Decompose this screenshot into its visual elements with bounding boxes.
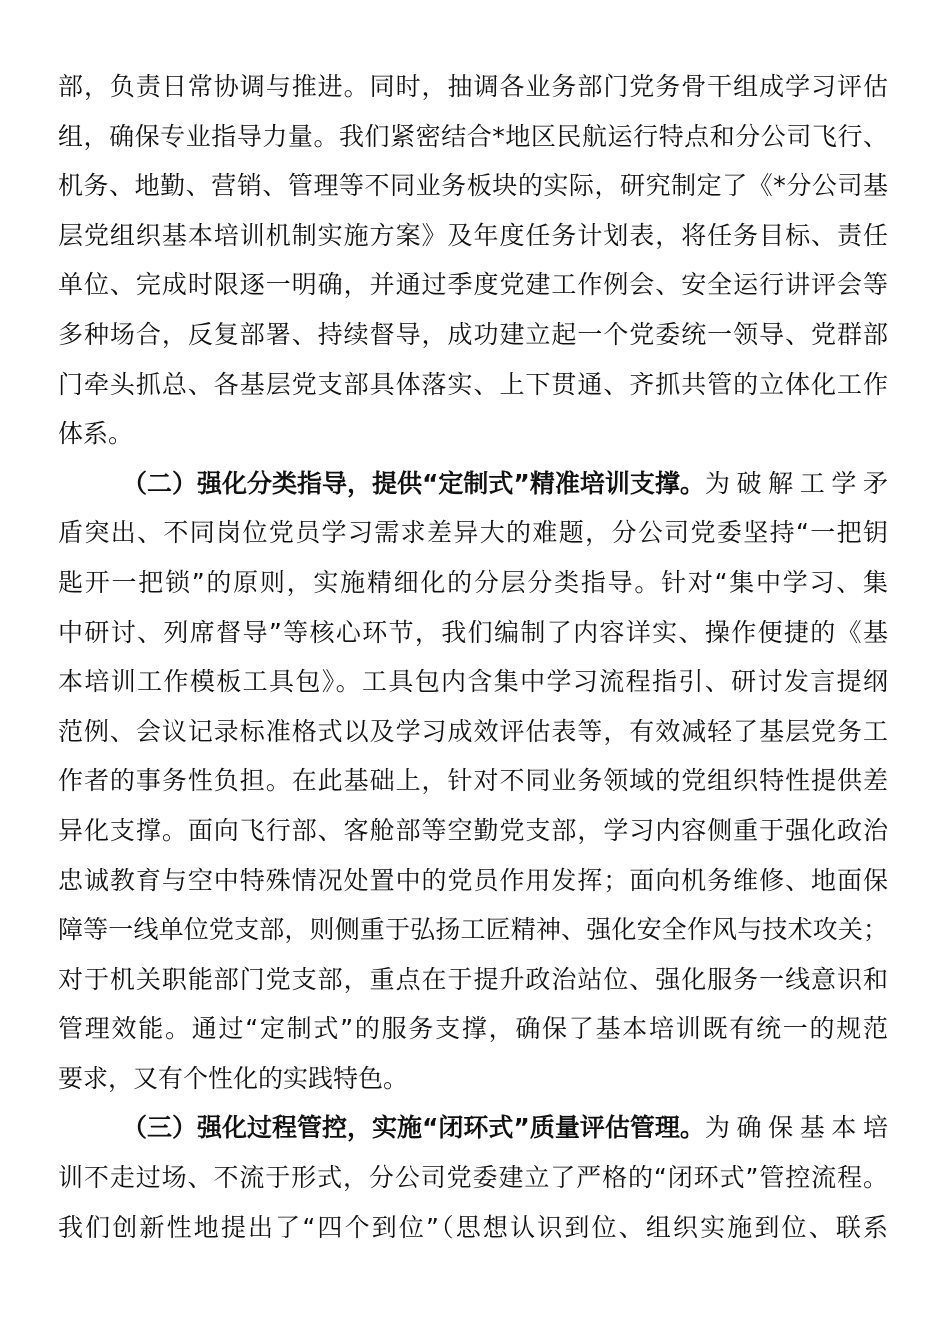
text-line: 异化支撑。面向飞行部、客舱部等空勤党支部，学习内容侧重于强化政治 bbox=[58, 815, 888, 845]
text-line: 匙开一把锁”的原则，实施精细化的分层分类指导。针对“集中学习、集 bbox=[58, 567, 888, 597]
document-body bbox=[58, 62, 888, 1252]
text-line: 单位、完成时限逐一明确，并通过季度党建工作例会、安全运行讲评会等 bbox=[58, 270, 888, 300]
text-line: 本培训工作模板工具包》。工具包内含集中学习流程指引、研讨发言提纲 bbox=[58, 667, 888, 697]
section-heading-line bbox=[58, 1103, 888, 1153]
text-line: 对于机关职能部门党支部，重点在于提升政治站位、强化服务一线意识和 bbox=[58, 964, 888, 994]
text-line: 部，负责日常协调与推进。同时，抽调各业务部门党务骨干组成学习评估 bbox=[58, 72, 888, 101]
text-line: 组，确保专业指导力量。我们紧密结合*地区民航运行特点和分公司飞行、 bbox=[58, 121, 888, 151]
text-line: 作者的事务性负担。在此基础上，针对不同业务领域的党组织特性提供差 bbox=[58, 766, 888, 796]
text-line: 门牵头抓总、各基层党支部具体落实、上下贯通、齐抓共管的立体化工作 bbox=[58, 369, 888, 399]
text-line: 盾突出、不同岗位党员学习需求差异大的难题，分公司党委坚持“一把钥 bbox=[58, 518, 888, 548]
text-line: 要求，又有个性化的实践特色。 bbox=[58, 1063, 409, 1093]
text-line: 障等一线单位党支部，则侧重于弘扬工匠精神、强化安全作风与技术攻关； bbox=[58, 915, 888, 945]
section-heading: （二）强化分类指导，提供“定制式”精准培训支撑。 bbox=[122, 468, 705, 498]
text-line: 训不走过场、不流于形式，分公司党委建立了严格的“闭环式”管控流程。 bbox=[58, 1163, 888, 1193]
section-text: 为破解工学矛 bbox=[704, 468, 888, 498]
section-text: 为确保基本培 bbox=[704, 1113, 888, 1143]
text-line: 中研讨、列席督导”等核心环节，我们编制了内容详实、操作便捷的《基 bbox=[58, 617, 888, 647]
text-line: 我们创新性地提出了“四个到位”（思想认识到位、组织实施到位、联系 bbox=[58, 1212, 888, 1242]
text-line: 机务、地勤、营销、管理等不同业务板块的实际，研究制定了《*分公司基 bbox=[58, 171, 888, 201]
text-line: 体系。 bbox=[58, 419, 134, 449]
section-heading: （三）强化过程管控，实施“闭环式”质量评估管理。 bbox=[122, 1113, 705, 1143]
text-line: 忠诚教育与空中特殊情况处置中的党员作用发挥；面向机务维修、地面保 bbox=[58, 865, 888, 895]
text-line: 多种场合，反复部署、持续督导，成功建立起一个党委统一领导、党群部 bbox=[58, 319, 888, 349]
text-line: 管理效能。通过“定制式”的服务支撑，确保了基本培训既有统一的规范 bbox=[58, 1014, 888, 1044]
text-line: 层党组织基本培训机制实施方案》及年度任务计划表，将任务目标、责任 bbox=[58, 220, 888, 250]
text-line: 范例、会议记录标准格式以及学习成效评估表等，有效减轻了基层党务工 bbox=[58, 716, 888, 746]
section-heading-line bbox=[58, 459, 888, 509]
